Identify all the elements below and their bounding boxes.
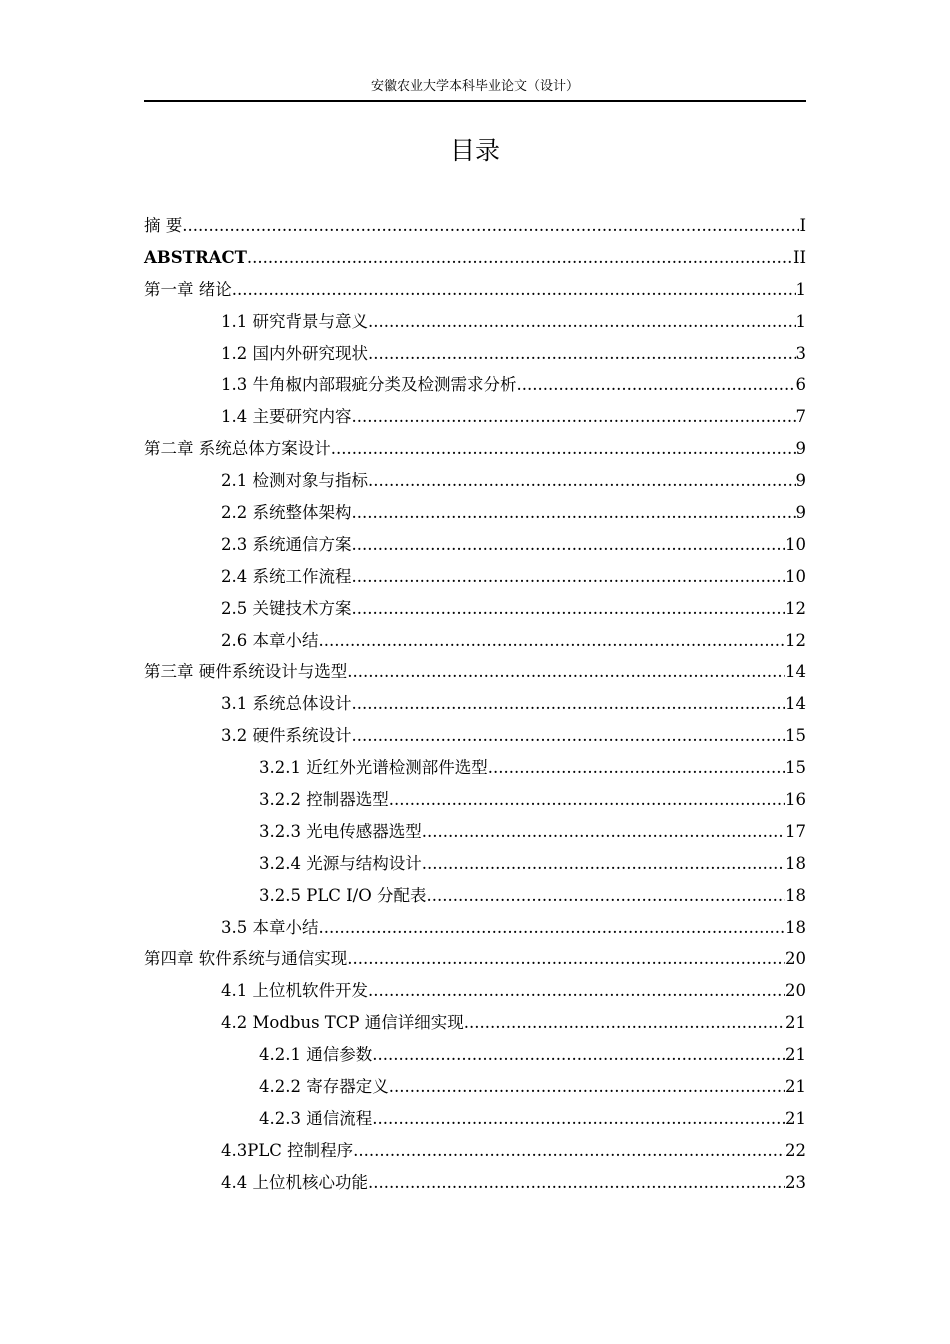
toc-entry-label: 2.1 检测对象与指标 [221,471,368,491]
toc-leader-dots [427,880,785,912]
toc-entry-page: 10 [785,566,806,586]
toc-entry[interactable] [144,465,806,497]
toc-leader-dots [517,369,796,401]
toc-leader-dots [464,1007,785,1039]
toc-leader-dots [368,975,785,1007]
toc-entry-label: 2.2 系统整体架构 [221,503,352,523]
toc-entry-label: 第四章 软件系统与通信实现 [144,949,348,969]
toc-leader-dots [232,274,796,306]
toc-leader-dots [319,912,786,944]
toc-leader-dots [352,720,786,752]
toc-entry[interactable] [144,210,806,242]
toc-entry-label: ABSTRACT [144,247,247,267]
toc-leader-dots [422,848,785,880]
toc-entry-label: 4.3PLC 控制程序 [221,1140,354,1160]
toc-leader-dots [353,1135,785,1167]
toc-leader-dots [422,816,785,848]
toc-entry-page: 17 [785,821,806,841]
toc-entry-page: I [799,216,806,235]
toc-entry-label: 4.2.2 寄存器定义 [259,1077,389,1097]
toc-entry-page: 1 [795,311,806,331]
toc-entry-page: 21 [785,1045,806,1065]
toc-entry[interactable] [144,1007,806,1039]
toc-entry-label: 第二章 系统总体方案设计 [144,439,331,459]
toc-entry[interactable] [144,1135,806,1167]
toc-leader-dots [488,752,785,784]
toc-entry-label: 4.2.3 通信流程 [259,1108,373,1128]
toc-entry-page: 20 [785,981,806,1001]
toc-entry-page: 21 [785,1013,806,1033]
toc-entry-page: 6 [795,375,806,395]
toc-entry-page: 15 [785,758,806,778]
toc-entry-label: 摘 要 [144,216,183,235]
toc-leader-dots [352,497,796,529]
toc-entry-page: 9 [795,471,806,491]
toc-entry-label: 3.2.4 光源与结构设计 [259,853,422,873]
toc-entry-page: 14 [785,662,806,682]
toc-leader-dots [347,943,785,975]
toc-entry[interactable] [144,561,806,593]
toc-entry-page: 1 [795,279,806,299]
toc-entry-page: 20 [785,949,806,969]
toc-entry-page: 9 [795,439,806,459]
toc-entry-label: 4.1 上位机软件开发 [221,981,368,1001]
toc-entry[interactable] [144,433,806,465]
toc-entry-page: 18 [785,853,806,873]
toc-entry-label: 3.2.2 控制器选型 [259,790,389,810]
toc-leader-dots [368,1167,785,1199]
toc-entry-page: 10 [785,534,806,554]
toc-entry-page: 22 [785,1140,806,1160]
toc-entry[interactable] [144,369,806,401]
toc-entry[interactable] [144,752,806,784]
toc-entry-label: 3.2 硬件系统设计 [221,726,352,746]
toc-entry-label: 4.2 Modbus TCP 通信详细实现 [221,1013,464,1033]
table-of-contents [144,210,806,1199]
toc-entry[interactable] [144,848,806,880]
toc-entry[interactable] [144,274,806,306]
toc-leader-dots [389,784,785,816]
toc-entry[interactable] [144,816,806,848]
toc-entry-label: 3.2.1 近红外光谱检测部件选型 [259,758,488,778]
toc-leader-dots [389,1071,785,1103]
toc-entry[interactable] [144,688,806,720]
toc-entry-label: 4.4 上位机核心功能 [221,1172,368,1192]
toc-entry-page: II [792,247,806,267]
toc-title: 目录 [449,136,500,165]
toc-entry[interactable] [144,880,806,912]
toc-leader-dots [368,465,796,497]
toc-leader-dots [368,306,796,338]
toc-entry-page: 18 [785,885,806,905]
toc-entry[interactable] [144,912,806,944]
toc-entry-label: 3.5 本章小结 [221,917,319,937]
toc-entry-label: 2.6 本章小结 [221,630,319,650]
toc-entry[interactable] [144,306,806,338]
toc-entry-label: 1.3 牛角椒内部瑕疵分类及检测需求分析 [221,375,517,395]
toc-entry[interactable] [144,338,806,370]
toc-leader-dots [182,210,799,242]
toc-entry[interactable] [144,656,806,688]
toc-entry-label: 1.2 国内外研究现状 [221,343,368,363]
toc-entry[interactable] [144,1071,806,1103]
running-header: 安徽农业大学本科毕业论文（设计） [370,79,579,94]
toc-entry[interactable] [144,720,806,752]
toc-entry-label: 2.3 系统通信方案 [221,534,352,554]
toc-entry[interactable] [144,625,806,657]
toc-leader-dots [368,338,796,370]
toc-entry[interactable] [144,497,806,529]
toc-leader-dots [352,401,796,433]
toc-entry-label: 第一章 绪论 [144,279,232,299]
toc-entry-page: 12 [785,630,806,650]
toc-entry-page: 15 [785,726,806,746]
toc-entry-page: 21 [785,1077,806,1097]
toc-leader-dots [319,625,786,657]
toc-entry[interactable] [144,1103,806,1135]
toc-leader-dots [352,529,786,561]
toc-entry-label: 1.1 研究背景与意义 [221,311,368,331]
toc-entry[interactable] [144,529,806,561]
toc-leader-dots [247,242,793,274]
toc-entry-page: 23 [785,1172,806,1192]
toc-leader-dots [352,561,786,593]
toc-leader-dots [347,656,785,688]
toc-entry-page: 21 [785,1108,806,1128]
toc-entry[interactable] [144,1167,806,1199]
toc-entry[interactable] [144,242,806,274]
toc-entry-label: 4.2.1 通信参数 [259,1045,373,1065]
toc-entry-page: 9 [795,503,806,523]
toc-entry-page: 12 [785,598,806,618]
toc-entry-label: 第三章 硬件系统设计与选型 [144,662,348,682]
toc-entry-page: 14 [785,694,806,714]
toc-entry[interactable] [144,1039,806,1071]
header-rule [144,100,806,102]
toc-entry[interactable] [144,943,806,975]
toc-entry[interactable] [144,593,806,625]
toc-leader-dots [372,1039,785,1071]
toc-entry-label: 3.2.3 光电传感器选型 [259,821,422,841]
toc-leader-dots [352,593,786,625]
toc-entry[interactable] [144,975,806,1007]
toc-leader-dots [352,688,786,720]
toc-entry-label: 2.5 关键技术方案 [221,598,352,618]
toc-entry[interactable] [144,784,806,816]
toc-entry-page: 7 [795,407,806,427]
toc-entry-label: 3.2.5 PLC I/O 分配表 [259,885,427,905]
toc-entry[interactable] [144,401,806,433]
toc-entry-label: 3.1 系统总体设计 [221,694,352,714]
toc-leader-dots [331,433,796,465]
toc-entry-page: 3 [795,343,806,363]
toc-entry-page: 16 [785,790,806,810]
toc-entry-label: 1.4 主要研究内容 [221,407,352,427]
toc-entry-label: 2.4 系统工作流程 [221,566,352,586]
toc-leader-dots [372,1103,785,1135]
toc-entry-page: 18 [785,917,806,937]
